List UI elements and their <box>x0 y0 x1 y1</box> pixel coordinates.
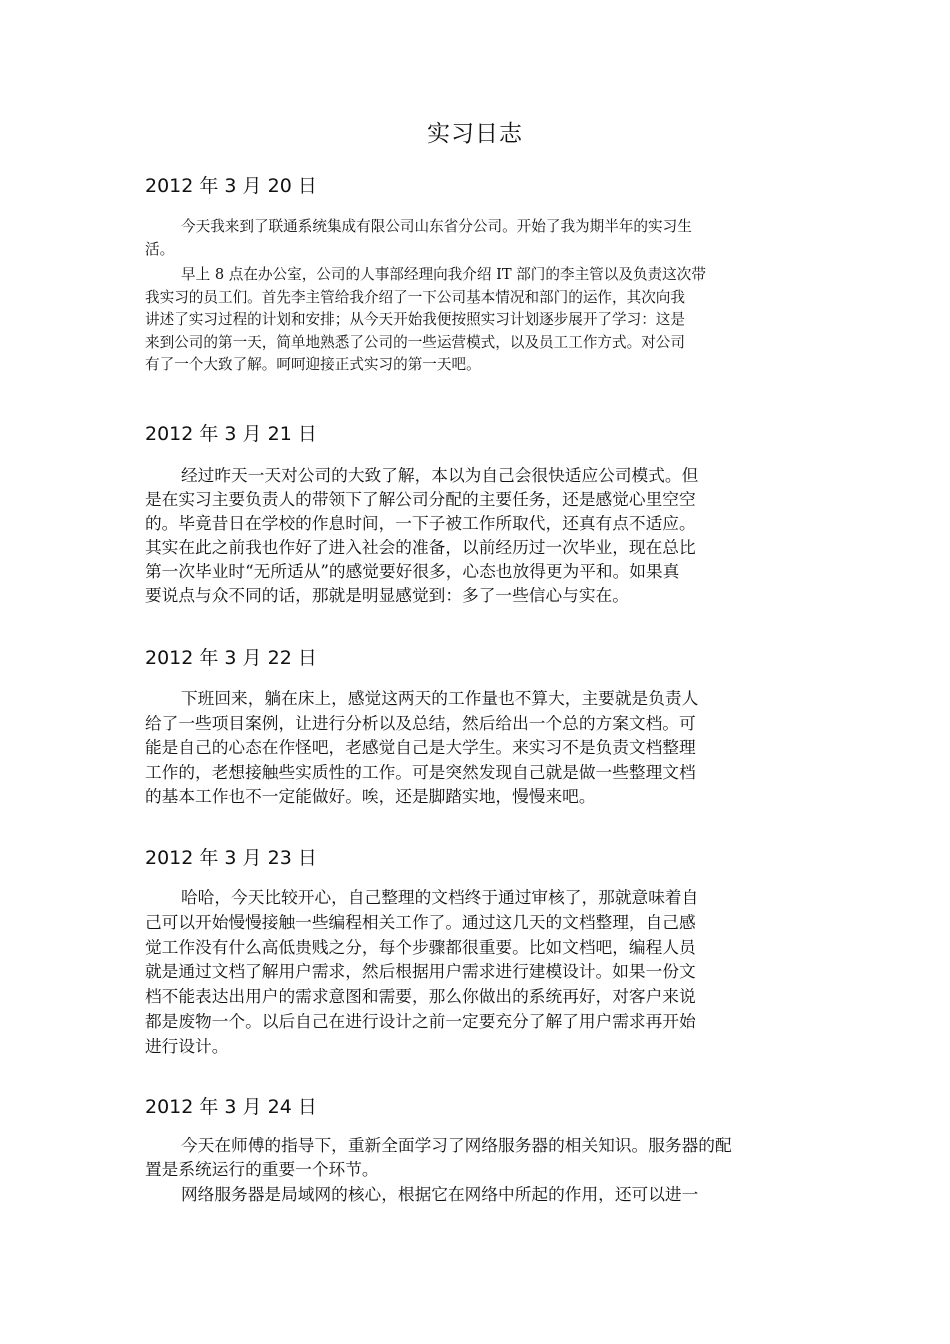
paragraph-line: 讲述了实习过程的计划和安排；从今天开始我便按照实习计划逐步展开了学习：这是 <box>145 311 685 328</box>
paragraph-line: 网络服务器是局域网的核心，根据它在网络中所起的作用，还可以进一 <box>181 1184 699 1204</box>
entry-date: 2012 年 3 月 22 日 <box>145 647 317 669</box>
paragraph-line: 就是通过文档了解用户需求，然后根据用户需求进行建模设计。如果一份文 <box>145 961 696 982</box>
paragraph-line: 下班回来，躺在床上，感觉这两天的工作量也不算大，主要就是负责人 <box>181 688 699 708</box>
paragraph-line: 我实习的员工们。首先李主管给我介绍了一下公司基本情况和部门的运作，其次向我 <box>145 288 685 306</box>
paragraph-line: 活。 <box>145 240 175 258</box>
entry-paragraph <box>145 1182 775 1206</box>
paragraph-line: 进行设计。 <box>145 1035 229 1056</box>
paragraph-line: 其实在此之前我也作好了进入社会的准备，以前经历过一次毕业，现在总比 <box>145 537 696 557</box>
paragraph-line: 置是系统运行的重要一个环节。 <box>145 1159 379 1179</box>
entry-paragraph <box>145 216 775 261</box>
paragraph-line: 今天在师傅的指导下，重新全面学习了网络服务器的相关知识。服务器的配 <box>181 1135 732 1155</box>
entry-paragraph <box>145 885 775 1059</box>
paragraph-line: 己可以开始慢慢接触一些编程相关工作了。通过这几天的文档整理，自己感 <box>145 911 696 932</box>
entry-date: 2012 年 3 月 20 日 <box>145 175 317 197</box>
paragraph-line: 要说点与众不同的话，那就是明显感觉到：多了一些信心与实在。 <box>145 585 629 605</box>
paragraph-line: 早上 8 点在办公室，公司的人事部经理向我介绍 IT 部门的李主管以及负责这次带 <box>181 266 706 283</box>
paragraph-line: 的基本工作也不一定能做好。唉，还是脚踏实地，慢慢来吧。 <box>145 786 596 806</box>
paragraph-line: 觉工作没有什么高低贵贱之分，每个步骤都很重要。比如文档吧，编程人员 <box>145 936 696 957</box>
paragraph-line: 能是自己的心态在作怪吧，老感觉自己是大学生。来实习不是负责文档整理 <box>145 737 696 757</box>
paragraph-line: 是在实习主要负责人的带领下了解公司分配的主要任务，还是感觉心里空空 <box>145 489 696 509</box>
paragraph-line: 哈哈，今天比较开心，自己整理的文档终于通过审核了，那就意味着自 <box>181 887 699 907</box>
entry-date: 2012 年 3 月 24 日 <box>145 1096 317 1118</box>
entry-date: 2012 年 3 月 21 日 <box>145 423 317 445</box>
paragraph-line: 的。毕竟昔日在学校的作息时间，一下子被工作所取代，还真有点不适应。 <box>145 513 696 533</box>
entry-paragraph <box>145 463 775 607</box>
paragraph-line: 给了一些项目案例，让进行分析以及总结，然后给出一个总的方案文档。可 <box>145 712 696 733</box>
entry-paragraph <box>145 686 775 809</box>
entry-date: 2012 年 3 月 23 日 <box>145 847 317 869</box>
paragraph-line: 经过昨天一天对公司的大致了解，本以为自己会很快适应公司模式。但 <box>181 465 699 485</box>
paragraph-line: 都是废物一个。以后自己在进行设计之前一定要充分了解了用户需求再开始 <box>145 1010 696 1031</box>
paragraph-line: 有了一个大致了解。呵呵迎接正式实习的第一天吧。 <box>145 356 481 373</box>
paragraph-line: 档不能表达出用户的需求意图和需要，那么你做出的系统再好，对客户来说 <box>145 986 696 1007</box>
entry-paragraph <box>145 1133 775 1181</box>
paragraph-line: 今天我来到了联通系统集成有限公司山东省分公司。开始了我为期半年的实习生 <box>181 218 692 235</box>
entry-paragraph <box>145 264 775 377</box>
document-title: 实习日志 <box>427 121 523 147</box>
paragraph-line: 来到公司的第一天，简单地熟悉了公司的一些运营模式，以及员工工作方式。对公司 <box>145 333 685 351</box>
paragraph-line: 第一次毕业时“无所适从”的感觉要好很多，心态也放得更为平和。如果真 <box>145 561 680 581</box>
paragraph-line: 工作的，老想接触些实质性的工作。可是突然发现自己就是做一些整理文档 <box>145 761 696 782</box>
